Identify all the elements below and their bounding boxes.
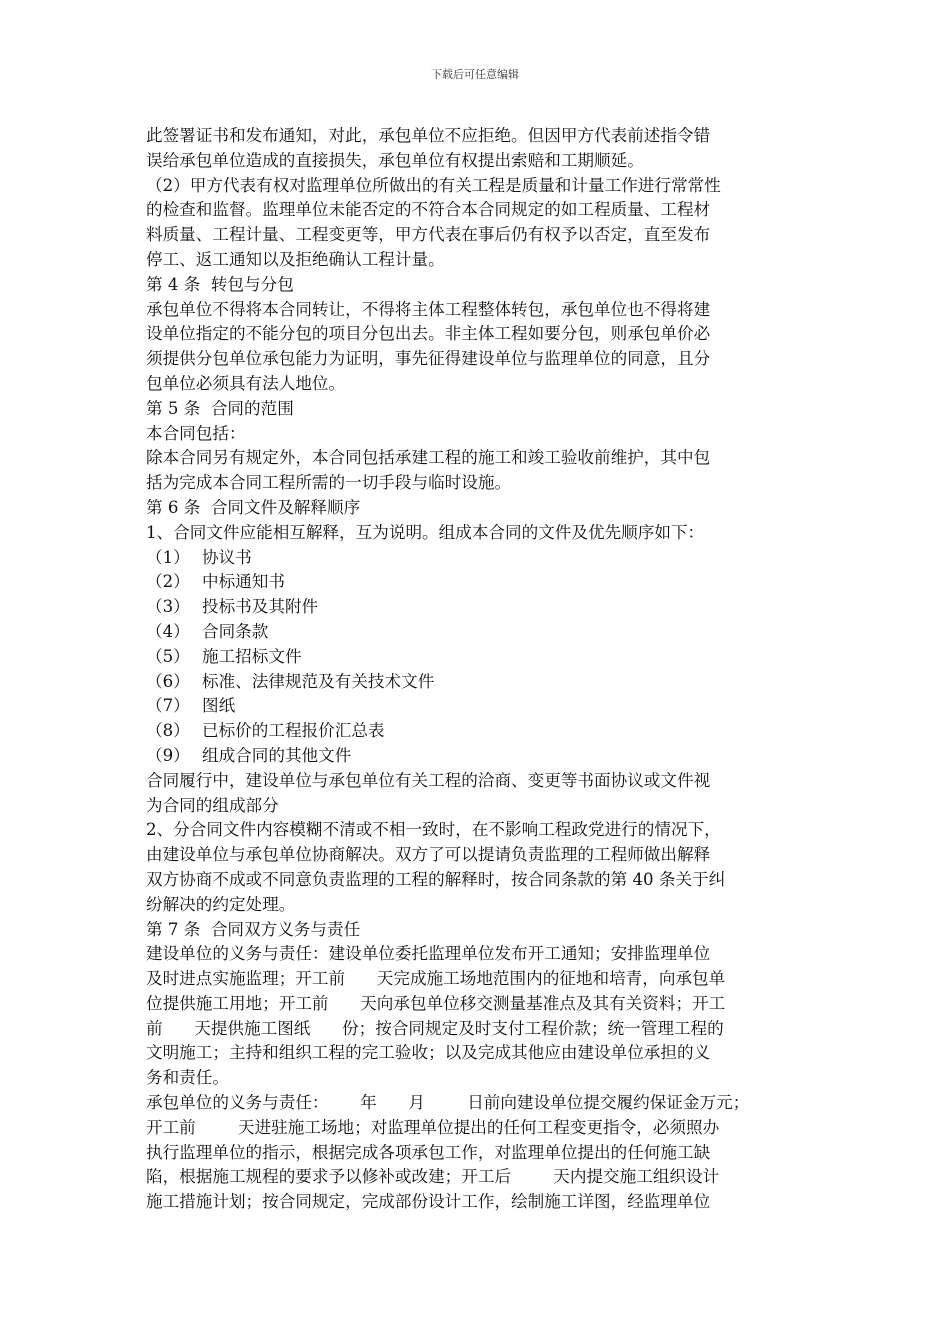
- text-line: 双方协商不成或不同意负责监理的工程的解释时，按合同条款的第 40 条关于纠: [146, 869, 726, 889]
- list-item: [146, 744, 818, 769]
- list-item: [146, 546, 818, 571]
- document-body: [146, 124, 818, 1215]
- text-line: 务和责任。: [146, 1068, 229, 1088]
- list-item-number: （3）: [146, 597, 190, 617]
- list-item: [146, 620, 818, 645]
- text-line: 开工前 天进驻施工场地；对监理单位提出的任何工程变更指令，必须照办: [146, 1117, 720, 1137]
- page-header-note: 下载后可任意编辑: [431, 68, 519, 81]
- list-item-number: （9）: [146, 745, 190, 765]
- list-item-number: （7）: [146, 696, 190, 716]
- text-line: 的检查和监督。监理单位未能否定的不符合本合同规定的如工程质量、工程材: [146, 200, 711, 220]
- document-order-list: [146, 546, 818, 769]
- list-item-number: （1）: [146, 547, 190, 567]
- text-line: 括为完成本合同工程所需的一切手段与临时设施。: [146, 473, 512, 493]
- list-item-number: （4）: [146, 621, 190, 641]
- list-item-text: 标准、法律规范及有关技术文件: [202, 671, 435, 691]
- list-item-text: 图纸: [202, 696, 236, 716]
- text-line: 施工措施计划；按合同规定，完成部份设计工作，绘制施工详图，经监理单位: [146, 1192, 711, 1212]
- list-item-number: （5）: [146, 646, 190, 666]
- list-item: [146, 570, 818, 595]
- text-line: 位提供施工用地；开工前 天向承包单位移交测量基准点及其有关资料；开工: [146, 993, 726, 1013]
- text-line: 1、合同文件应能相互解释，互为说明。组成本合同的文件及优先顺序如下：: [146, 522, 705, 542]
- list-item: [146, 694, 818, 719]
- text-line: 承包单位的义务与责任： 年 月 日前向建设单位提交履约保证金万元；: [146, 1093, 750, 1113]
- text-line: 陷，根据施工规程的要求予以修补或改建；开工后 天内提交施工组织设计: [146, 1167, 720, 1187]
- list-item-text: 协议书: [202, 547, 252, 567]
- text-line: 2、分合同文件内容模糊不清或不相一致时，在不影响工程政党进行的情况下，: [146, 820, 721, 840]
- section-heading-5: 第 5 条 合同的范围: [146, 398, 294, 418]
- text-line: 料质量、工程计量、工程变更等，甲方代表在事后仍有权予以否定，直至发布: [146, 225, 711, 245]
- section-heading-7: 第 7 条 合同双方义务与责任: [146, 919, 361, 939]
- text-line: 除本合同另有规定外，本合同包括承建工程的施工和竣工验收前维护，其中包: [146, 448, 711, 468]
- text-line: 执行监理单位的指示，根据完成各项承包工作，对监理单位提出的任何施工缺: [146, 1142, 711, 1162]
- list-item: [146, 595, 818, 620]
- text-line: 停工、返工通知以及拒绝确认工程计量。: [146, 249, 445, 269]
- text-line: 及时进点实施监理；开工前 天完成施工场地范围内的征地和培青，向承包单: [146, 969, 726, 989]
- text-line: 承包单位不得将本合同转让，不得将主体工程整体转包，承包单位也不得将建: [146, 299, 711, 319]
- text-line: 为合同的组成部分: [146, 795, 279, 815]
- text-line: 须提供分包单位承包能力为证明，事先征得建设单位与监理单位的同意，且分: [146, 349, 711, 369]
- list-item-text: 投标书及其附件: [202, 597, 319, 617]
- list-item-text: 组成合同的其他文件: [202, 745, 352, 765]
- list-item-text: 施工招标文件: [202, 646, 302, 666]
- section-heading-6: 第 6 条 合同文件及解释顺序: [146, 497, 361, 517]
- text-line: 由建设单位与承包单位协商解决。双方了可以提请负责监理的工程师做出解释: [146, 845, 711, 865]
- text-line: 包单位必须具有法人地位。: [146, 373, 346, 393]
- section-heading-4: 第 4 条 转包与分包: [146, 274, 294, 294]
- text-line: 纷解决的约定处理。: [146, 894, 296, 914]
- list-item-text: 合同条款: [202, 621, 269, 641]
- text-line: （2）甲方代表有权对监理单位所做出的有关工程是质量和计量工作进行常常性: [146, 175, 721, 195]
- text-line: 本合同包括：: [146, 423, 246, 443]
- text-line: 此签署证书和发布通知，对此，承包单位不应拒绝。但因甲方代表前述指令错: [146, 126, 711, 145]
- paragraph-block-b: [146, 769, 818, 1215]
- text-line: 设单位指定的不能分包的项目分包出去。非主体工程如要分包，则承包单价必: [146, 324, 711, 344]
- text-line: 误给承包单位造成的直接损失，承包单位有权提出索赔和工期顺延。: [146, 150, 644, 170]
- list-item-number: （8）: [146, 721, 190, 741]
- text-line: 建设单位的义务与责任：建设单位委托监理单位发布开工通知；安排监理单位: [146, 944, 711, 964]
- text-line: 文明施工；主持和组织工程的完工验收；以及完成其他应由建设单位承担的义: [146, 1043, 711, 1063]
- paragraph-block-a: [146, 124, 818, 546]
- list-item-number: （6）: [146, 671, 190, 691]
- list-item-text: 中标通知书: [202, 572, 285, 592]
- list-item: [146, 645, 818, 670]
- list-item: [146, 670, 818, 695]
- text-line: 前 天提供施工图纸 份；按合同规定及时支付工程价款；统一管理工程的: [146, 1018, 724, 1038]
- text-line: 合同履行中，建设单位与承包单位有关工程的洽商、变更等书面协议或文件视: [146, 770, 711, 790]
- list-item-text: 已标价的工程报价汇总表: [202, 721, 385, 741]
- list-item: [146, 719, 818, 744]
- list-item-number: （2）: [146, 572, 190, 592]
